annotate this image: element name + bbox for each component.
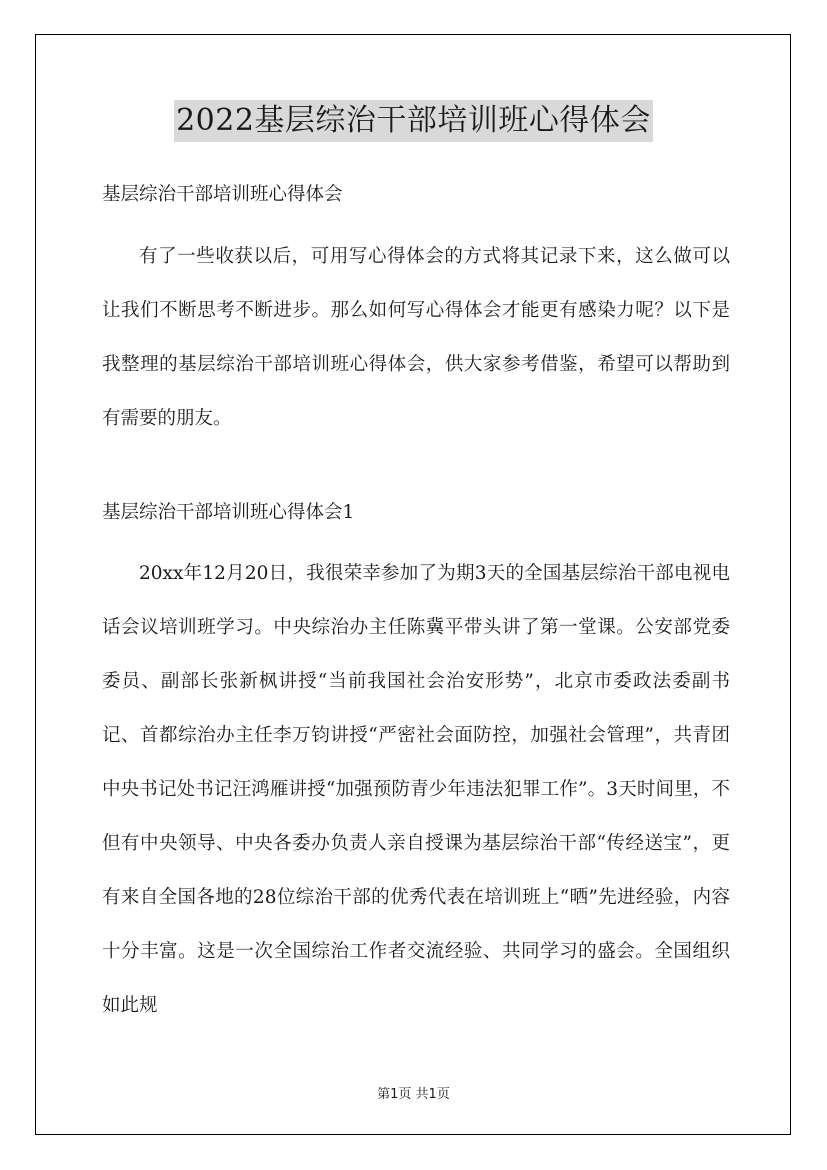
section-paragraph: 20xx年12月20日，我很荣幸参加了为期3天的全国基层综治干部电视电话会议培训班学习。中央综治办主任陈冀平带头讲了第一堂课。公安部党委委员、副部长张新枫讲授“当前我国社会治安形势”，北京市委政法委副书记、首都综治办主任李万钧讲授“严密社会面防控，加强社会管理”，共青团中央书记处书记汪鸿雁讲授“加强预防青少年违法犯罪工作”。3天时间里，不但有中央领导、中央各委办负责人亲自授课为基层综治干部“传经送宝”，更有来自全国各地的28位综治干部的优秀代表在培训班上“晒”先进经验，内容十分丰富。这是一次全国综治工作者交流经验、共同学习的盛会。全国组织如此规 (102, 563, 730, 1016)
page-footer: 第1页 共1页 (377, 1087, 450, 1102)
section-heading: 基层综治干部培训班心得体会1 (102, 502, 355, 523)
subtitle: 基层综治干部培训班心得体会 (102, 184, 343, 205)
intro-paragraph: 有了一些收获以后，可用写心得体会的方式将其记录下来，这么做可以让我们不断思考不断进步。那么如何写心得体会才能更有感染力呢？以下是我整理的基层综治干部培训班心得体会，供大家参考借鉴，希望可以帮助到有需要的朋友。 (102, 246, 730, 429)
title-container (0, 100, 827, 142)
document-title: 2022基层综治干部培训班心得体会 (174, 100, 653, 142)
document-body (102, 176, 730, 1033)
